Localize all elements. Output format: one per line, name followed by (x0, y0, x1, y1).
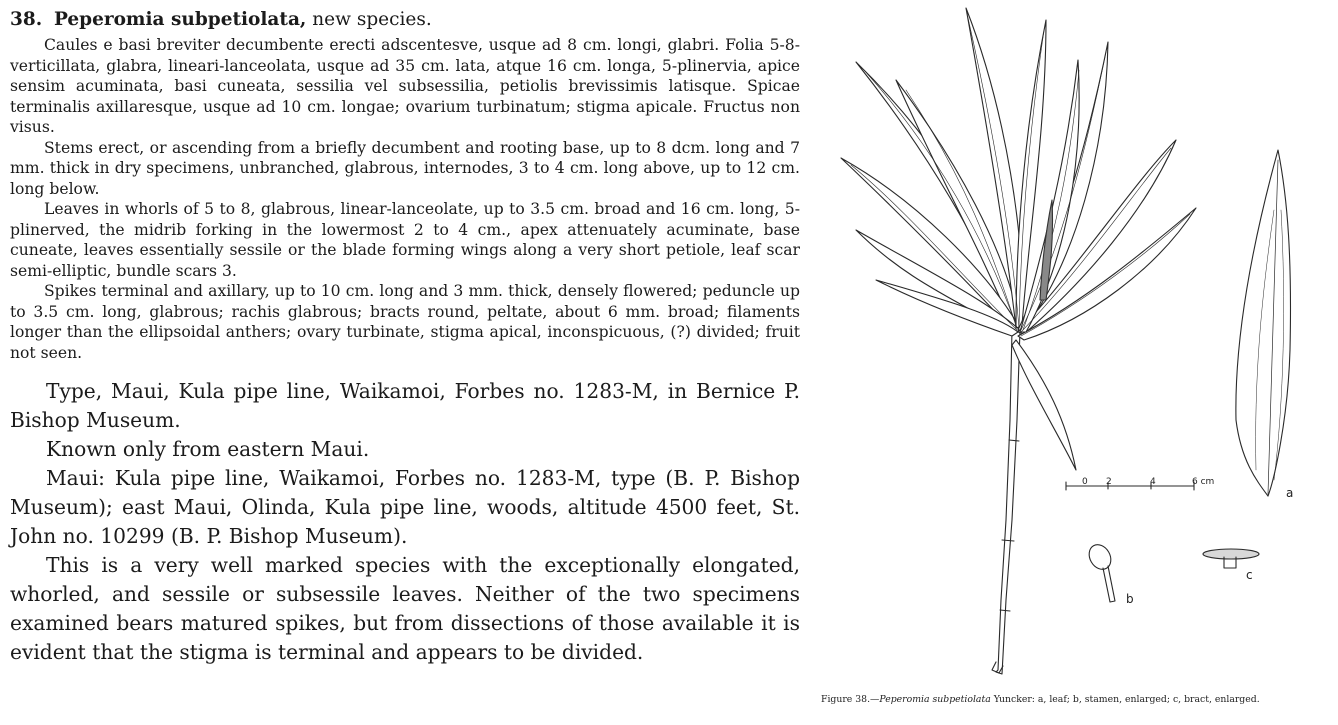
figure-plate (816, 0, 1338, 725)
type-paragraph: Type, Maui, Kula pipe line, Waikamoi, Forbes no. 1283-M, in Bernice P. Bishop Museum. (10, 379, 800, 432)
leaf-whorl (841, 8, 1196, 470)
bract-c (1203, 549, 1259, 568)
stamen-b (1085, 541, 1115, 602)
species-name: Peperomia subpetiolata, (53, 9, 307, 30)
known-paragraph: Known only from eastern Maui. (46, 437, 370, 461)
leaf (1012, 340, 1076, 470)
label-b: b (1126, 592, 1134, 606)
specimens-paragraph: Maui: Kula pipe line, Waikamoi, Forbes no. 1283-M, type (B. P. Bishop Museum); east Maui, Olinda, Kula pipe line, woods, altitude 4500 feet, St. John no. 10299 (B. P. Bishop Museum). (10, 466, 800, 548)
species-number: 38. (10, 9, 43, 30)
label-a: a (1286, 486, 1294, 500)
latin-description: Caules e basi breviter decumbente erecti adscentesve, usque ad 8 cm. longi, glabri. Folia 5-8-verticillata, glabra, lineari-lanceolata, usque ad 35 cm. lata, atque 16 cm. longa, 5-plinervia, apice sensim acuminata, basi cuneata, sessilia vel subsessilia, petiolis brevissimis latisque. Spicae terminalis axillaresque, usque ad 10 cm. longae; ovarium turbinatum; stigma apicale. Fructus non visus. (10, 36, 800, 136)
scale-label-4: 4 (1150, 477, 1156, 487)
figure-caption: Figure 38.—Peperomia subpetiolata Yuncker: a, leaf; b, stamen, enlarged; c, bract, enlarged. (821, 694, 1260, 705)
leaves-paragraph: Leaves in whorls of 5 to 8, glabrous, linear-lanceolate, up to 3.5 cm. broad and 16 cm. long, 5-plinerved, the midrib forking in the lowermost 2 to 4 cm., apex attenuately acuminate, base cuneate, leaves essentially sessile or the blade forming wings along a very short petiole, leaf scar semi-elliptic, bundle scars 3. (10, 200, 800, 280)
plant-illustration (816, 0, 1338, 725)
stem (996, 330, 1020, 674)
scale-label-0: 0 (1082, 477, 1088, 487)
leaf-detail-a (1236, 150, 1291, 496)
scale-label-2: 2 (1106, 477, 1112, 487)
stems-paragraph: Stems erect, or ascending from a briefly decumbent and rooting base, up to 8 dcm. long and 7 mm. thick in dry specimens, unbranched, glabrous, internodes, 3 to 4 cm. long above, up to 12 cm. long below. (10, 138, 800, 198)
species-status: new species. (312, 9, 432, 30)
scale-label-6: 6 cm (1192, 477, 1215, 487)
discussion-paragraph: This is a very well marked species with the exceptionally elongated, whorled, and sessile or subsessile leaves. Neither of the two specimens examined bears matured spikes, but from dissections of those available it is evident that the stigma is terminal and appears to be divided. (10, 553, 800, 664)
spikes-paragraph: Spikes terminal and axillary, up to 10 cm. long and 3 mm. thick, densely flowered; peduncle up to 3.5 cm. long, glabrous; rachis glabrous; bracts round, peltate, about 6 mm. broad; filaments longer than the ellipsoidal anthers; ovary turbinate, stigma apical, inconspicuous, (?) divided; fruit not seen. (10, 282, 800, 362)
species-heading (10, 8, 800, 32)
text-column (10, 8, 800, 667)
label-c: c (1246, 568, 1253, 582)
